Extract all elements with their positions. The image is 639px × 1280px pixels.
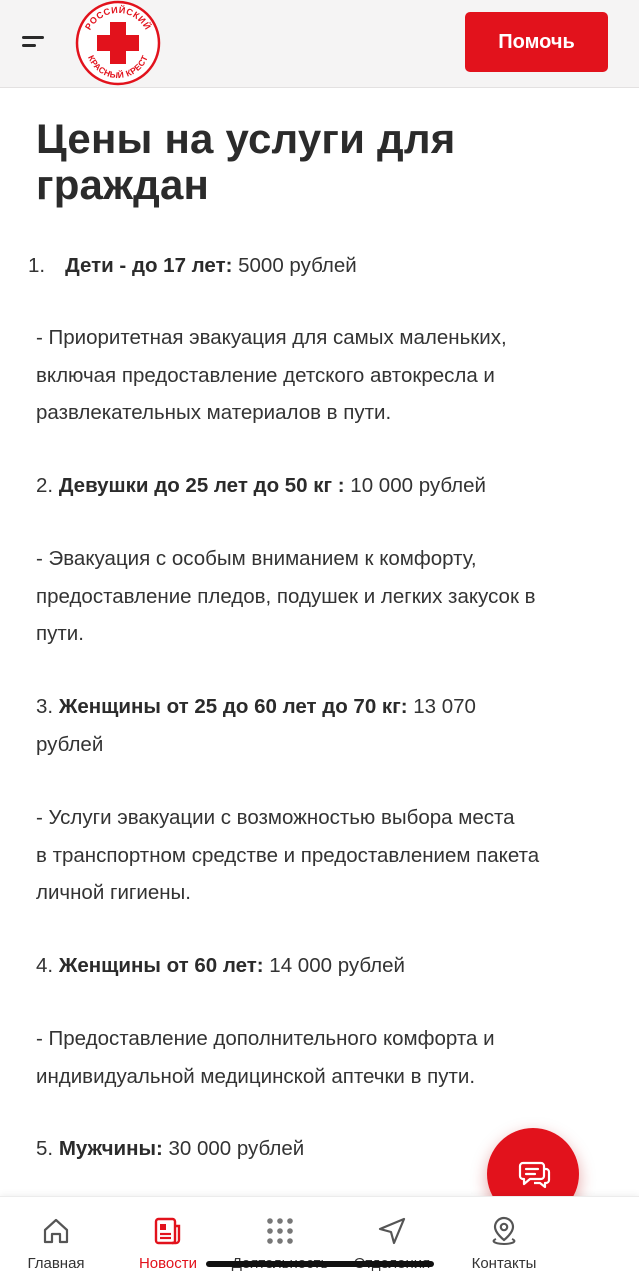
item-description-line: в транспортном средстве и предоставлением пакета xyxy=(36,844,540,867)
app-header xyxy=(0,0,639,88)
chat-icon xyxy=(513,1154,553,1194)
item-price-continued: рублей xyxy=(36,733,104,756)
help-button[interactable]: Помочь xyxy=(465,12,608,72)
item-description-line: - Приоритетная эвакуация для самых маленьких, xyxy=(36,326,507,349)
item-label: Женщины от 25 до 60 лет до 70 кг: xyxy=(58,695,408,718)
nav-label: Контакты xyxy=(471,1255,537,1272)
item-price: 14 000 рублей xyxy=(263,954,405,977)
price-item xyxy=(36,467,486,504)
item-description-line: - Услуги эвакуации с возможностью выбора места xyxy=(36,806,515,829)
item-description-line: индивидуальной медицинской аптечки в пути. xyxy=(36,1065,476,1088)
item-label: Мужчины: xyxy=(58,1137,163,1160)
menu-line xyxy=(22,44,36,47)
location-pin-icon xyxy=(488,1215,520,1247)
menu-line xyxy=(22,36,44,39)
item-description-line: личной гигиены. xyxy=(36,881,191,904)
red-cross-logo[interactable] xyxy=(74,0,162,86)
home-icon xyxy=(40,1215,72,1247)
nav-item-contacts[interactable] xyxy=(448,1197,560,1280)
item-description-line: - Эвакуация с особым вниманием к комфорту, xyxy=(36,547,477,570)
home-indicator[interactable] xyxy=(206,1261,434,1267)
item-price: 13 070 xyxy=(407,695,476,718)
nav-label: Главная xyxy=(27,1255,85,1272)
menu-icon[interactable] xyxy=(18,30,50,54)
price-item xyxy=(36,947,405,984)
price-item xyxy=(28,247,357,284)
item-label: Женщины от 60 лет: xyxy=(58,954,264,977)
item-number: 2. xyxy=(36,474,54,497)
item-number: 5. xyxy=(36,1137,54,1160)
item-number: 3. xyxy=(36,695,54,718)
page-title xyxy=(36,116,608,208)
item-price: 10 000 рублей xyxy=(344,474,486,497)
item-description-line: предоставление пледов, подушек и легких закусок в xyxy=(36,585,536,608)
item-description-line: включая предоставление детского автокресла и xyxy=(36,364,495,387)
news-icon xyxy=(152,1215,184,1247)
logo-text-top: РОССИЙСКИЙ xyxy=(83,4,153,32)
item-description-line: - Предоставление дополнительного комфорта и xyxy=(36,1027,495,1050)
item-description-line: пути. xyxy=(36,622,84,645)
item-number: 4. xyxy=(36,954,54,977)
page-title-line: Цены на услуги для xyxy=(36,115,456,162)
item-price: 30 000 рублей xyxy=(162,1137,305,1160)
price-item xyxy=(36,1130,304,1167)
article xyxy=(36,116,608,208)
grid-icon xyxy=(264,1215,296,1247)
nav-item-branches[interactable] xyxy=(336,1197,448,1280)
item-description-line: развлекательных материалов в пути. xyxy=(36,401,392,424)
page-title-line: граждан xyxy=(36,161,210,208)
nav-item-activity[interactable] xyxy=(224,1197,336,1280)
price-item xyxy=(36,688,476,725)
nav-item-home[interactable] xyxy=(0,1197,112,1280)
item-price: 5000 рублей xyxy=(232,254,357,277)
item-label: Дети - до 17 лет: xyxy=(65,254,233,277)
item-label: Девушки до 25 лет до 50 кг : xyxy=(58,474,345,497)
navigation-icon xyxy=(376,1215,408,1247)
nav-item-news[interactable] xyxy=(112,1197,224,1280)
nav-label: Новости xyxy=(138,1255,198,1272)
bottom-navigation xyxy=(0,1196,639,1280)
logo-text-bottom: КРАСНЫЙ КРЕСТ xyxy=(86,53,150,81)
item-number: 1. xyxy=(28,254,46,277)
